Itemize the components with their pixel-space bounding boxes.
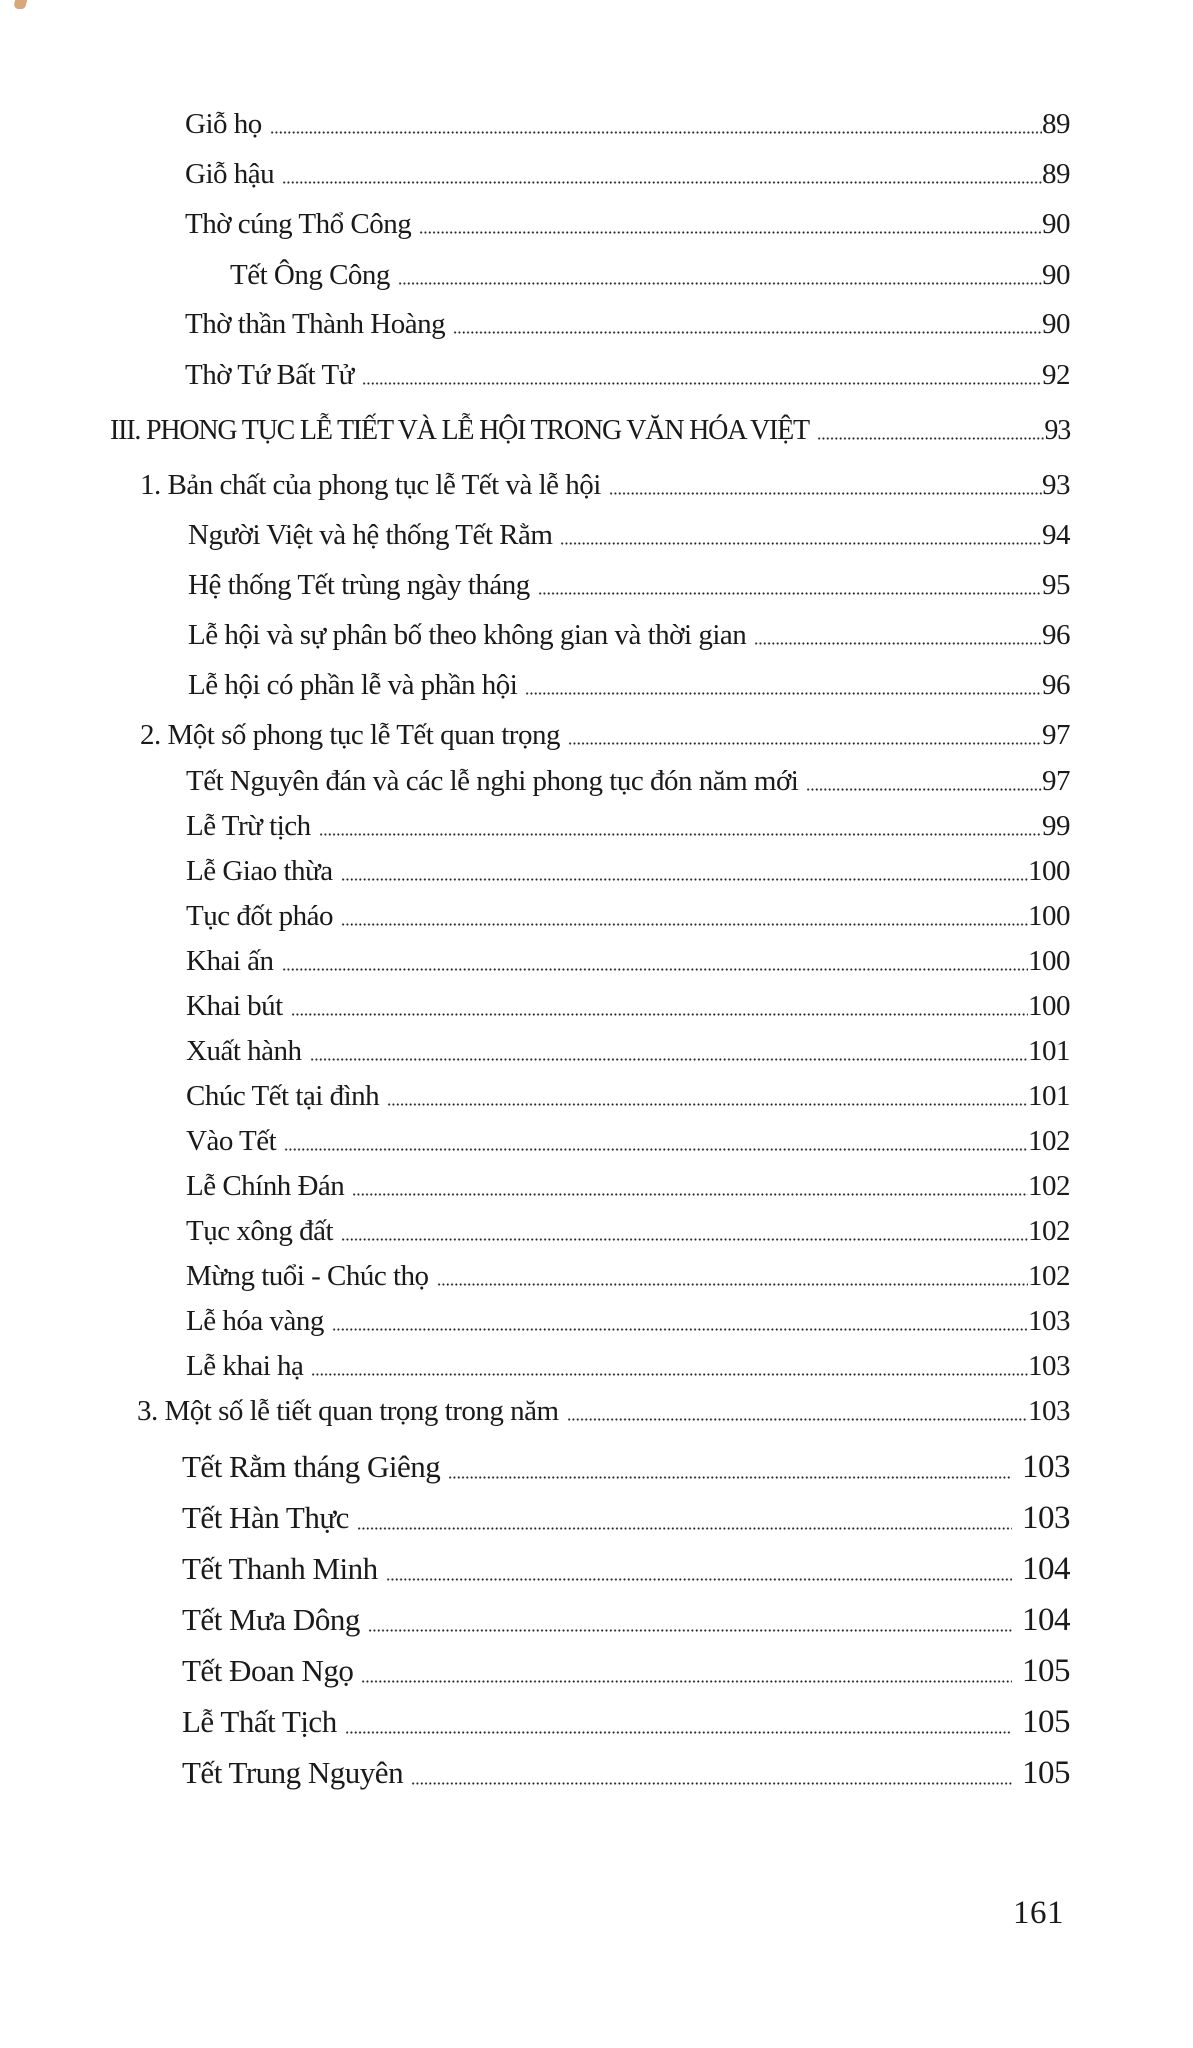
toc-entry-page: 103 bbox=[1022, 1449, 1070, 1485]
dot-leader bbox=[345, 1731, 1012, 1734]
dot-leader bbox=[538, 592, 1042, 595]
toc-entry-page: 100 bbox=[1028, 900, 1070, 932]
toc-entry-page: 102 bbox=[1028, 1125, 1070, 1157]
dot-leader bbox=[311, 1373, 1028, 1376]
toc-entry[interactable] bbox=[185, 208, 1070, 241]
dot-leader bbox=[568, 742, 1042, 745]
toc-entry[interactable] bbox=[185, 158, 1070, 191]
dot-leader bbox=[352, 1193, 1028, 1196]
toc-entry-title: 2. Một số phong tục lễ Tết quan trọng bbox=[140, 719, 560, 751]
toc-entry-page: 105 bbox=[1022, 1755, 1070, 1791]
toc-entry[interactable] bbox=[182, 1449, 1070, 1486]
toc-entry[interactable] bbox=[186, 1215, 1070, 1248]
toc-entry[interactable] bbox=[182, 1551, 1070, 1588]
toc-entry-page: 104 bbox=[1022, 1551, 1070, 1587]
toc-entry-title: Lễ Trừ tịch bbox=[186, 810, 311, 842]
toc-entry[interactable] bbox=[186, 1260, 1070, 1293]
toc-entry-title: Lễ hội và sự phân bố theo không gian và thời gian bbox=[188, 619, 747, 651]
toc-entry-title: Giỗ hậu bbox=[185, 158, 275, 190]
toc-entry[interactable] bbox=[182, 1704, 1070, 1741]
dot-leader bbox=[270, 131, 1042, 134]
toc-entry-page: 105 bbox=[1022, 1704, 1070, 1740]
toc-entry-title: 3. Một số lễ tiết quan trọng trong năm bbox=[137, 1395, 559, 1427]
dot-leader bbox=[361, 1680, 1012, 1683]
dot-leader bbox=[453, 331, 1042, 334]
toc-entry-title: Lễ hội có phần lễ và phần hội bbox=[188, 669, 518, 701]
toc-entry-page: 89 bbox=[1042, 158, 1070, 190]
dot-leader bbox=[319, 833, 1042, 836]
toc-entry-title: Tết Đoan Ngọ bbox=[182, 1653, 354, 1688]
dot-leader bbox=[332, 1328, 1028, 1331]
toc-entry-title: Tết Mưa Dông bbox=[182, 1602, 360, 1637]
toc-entry[interactable] bbox=[182, 1755, 1070, 1792]
dot-leader bbox=[817, 437, 1044, 440]
toc-entry-title: III. PHONG TỤC LỄ TIẾT VÀ LỄ HỘI TRONG VĂN HÓA VIỆT bbox=[110, 415, 809, 446]
toc-entry-page: 102 bbox=[1028, 1170, 1070, 1202]
dot-leader bbox=[806, 788, 1042, 791]
toc-subsection-heading[interactable] bbox=[140, 719, 1070, 752]
toc-entry[interactable] bbox=[186, 855, 1070, 888]
toc-entry-title: Tết Trung Nguyên bbox=[182, 1755, 404, 1790]
toc-entry-page: 100 bbox=[1028, 990, 1070, 1022]
dot-leader bbox=[567, 1418, 1028, 1421]
toc-entry-page: 97 bbox=[1042, 765, 1070, 797]
toc-entry-title: Lễ khai hạ bbox=[186, 1350, 304, 1382]
dot-leader bbox=[368, 1629, 1012, 1632]
toc-entry-page: 89 bbox=[1042, 108, 1070, 140]
toc-entry[interactable] bbox=[188, 519, 1070, 552]
toc-entry-page: 93 bbox=[1042, 469, 1070, 501]
toc-entry-title: Khai bút bbox=[186, 990, 283, 1022]
toc-entry[interactable] bbox=[185, 359, 1070, 392]
toc-entry-title: Lễ hóa vàng bbox=[186, 1305, 324, 1337]
dot-leader bbox=[386, 1578, 1012, 1581]
toc-entry-page: 90 bbox=[1042, 308, 1070, 340]
toc-entry-title: Tết Nguyên đán và các lễ nghi phong tục đón năm mới bbox=[186, 765, 799, 797]
toc-entry[interactable] bbox=[182, 1602, 1070, 1639]
toc-entry-title: Tết Hàn Thực bbox=[182, 1500, 349, 1535]
toc-entry-title: Xuất hành bbox=[186, 1035, 302, 1067]
dot-leader bbox=[419, 231, 1042, 234]
toc-entry-page: 102 bbox=[1028, 1260, 1070, 1292]
dot-leader bbox=[411, 1782, 1012, 1785]
dot-leader bbox=[282, 968, 1029, 971]
dot-leader bbox=[291, 1013, 1028, 1016]
toc-entry-page: 92 bbox=[1042, 359, 1070, 391]
toc-entry-page: 105 bbox=[1022, 1653, 1070, 1689]
toc-entry-page: 100 bbox=[1028, 855, 1070, 887]
toc-entry[interactable] bbox=[186, 945, 1070, 978]
toc-entry-title: Tục xông đất bbox=[186, 1215, 334, 1247]
toc-entry[interactable] bbox=[186, 810, 1070, 843]
dot-leader bbox=[448, 1476, 1012, 1479]
dot-leader bbox=[341, 1238, 1028, 1241]
toc-entry-page: 96 bbox=[1042, 619, 1070, 651]
dot-leader bbox=[525, 692, 1042, 695]
toc-entry[interactable] bbox=[186, 1170, 1070, 1203]
toc-entry-title: Thờ cúng Thổ Công bbox=[185, 208, 412, 240]
toc-subsection-heading[interactable] bbox=[140, 469, 1070, 502]
toc-entry-title: Khai ấn bbox=[186, 945, 274, 977]
toc-entry-title: Vào Tết bbox=[186, 1125, 277, 1157]
toc-entry-title: Lễ Giao thừa bbox=[186, 855, 333, 887]
toc-entry-title: Tết Rằm tháng Giêng bbox=[182, 1449, 441, 1484]
toc-entry-title: Giỗ họ bbox=[185, 108, 262, 140]
toc-entry-page: 103 bbox=[1022, 1500, 1070, 1536]
toc-entry-page: 102 bbox=[1028, 1215, 1070, 1247]
toc-entry-page: 90 bbox=[1042, 208, 1070, 240]
toc-entry-title: Lễ Chính Đán bbox=[186, 1170, 345, 1202]
toc-entry-page: 99 bbox=[1042, 810, 1070, 842]
toc-entry[interactable] bbox=[186, 1035, 1070, 1068]
toc-entry-title: Hệ thống Tết trùng ngày tháng bbox=[188, 569, 530, 601]
toc-entry-title: Thờ Tứ Bất Tử bbox=[185, 359, 354, 391]
toc-entry-title: Tết Ông Công bbox=[230, 259, 390, 291]
dot-leader bbox=[362, 382, 1042, 385]
dot-leader bbox=[560, 542, 1042, 545]
toc-entry-page: 104 bbox=[1022, 1602, 1070, 1638]
toc-subsection-heading[interactable] bbox=[137, 1395, 1070, 1428]
toc-entry[interactable] bbox=[188, 619, 1070, 652]
toc-entry-title: 1. Bản chất của phong tục lễ Tết và lễ hội bbox=[140, 469, 601, 501]
toc-entry-page: 97 bbox=[1042, 719, 1070, 751]
dot-leader bbox=[282, 181, 1042, 184]
toc-entry-page: 95 bbox=[1042, 569, 1070, 601]
dot-leader bbox=[341, 923, 1028, 926]
dot-leader bbox=[754, 642, 1042, 645]
toc-entry-page: 96 bbox=[1042, 669, 1070, 701]
page-number: 161 bbox=[1013, 1895, 1064, 1931]
toc-entry-title: Thờ thần Thành Hoàng bbox=[185, 308, 446, 340]
toc-entry-page: 100 bbox=[1028, 945, 1070, 977]
toc-section-heading[interactable] bbox=[110, 415, 1070, 447]
toc-entry[interactable] bbox=[188, 669, 1070, 702]
toc-entry-title: Lễ Thất Tịch bbox=[182, 1704, 337, 1739]
toc-entry-page: 94 bbox=[1042, 519, 1070, 551]
toc-entry-page: 101 bbox=[1028, 1035, 1070, 1067]
toc-entry[interactable] bbox=[186, 1125, 1070, 1158]
toc-entry-title: Tục đốt pháo bbox=[186, 900, 334, 932]
dot-leader bbox=[284, 1148, 1028, 1151]
dot-leader bbox=[341, 878, 1028, 881]
dot-leader bbox=[398, 282, 1042, 285]
toc-entry-page: 90 bbox=[1042, 259, 1070, 291]
toc-entry-page: 103 bbox=[1028, 1305, 1070, 1337]
dot-leader bbox=[609, 492, 1042, 495]
dot-leader bbox=[357, 1527, 1012, 1530]
toc-entry-page: 93 bbox=[1044, 415, 1070, 446]
toc-entry[interactable] bbox=[230, 259, 1070, 292]
toc-entry[interactable] bbox=[188, 569, 1070, 602]
toc-entry[interactable] bbox=[182, 1500, 1070, 1537]
toc-entry[interactable] bbox=[185, 308, 1070, 341]
toc-entry[interactable] bbox=[186, 990, 1070, 1023]
dot-leader bbox=[310, 1058, 1029, 1061]
toc-entry-title: Tết Thanh Minh bbox=[182, 1551, 378, 1586]
toc-entry[interactable] bbox=[185, 108, 1070, 141]
page-corner-mark bbox=[13, 0, 27, 9]
toc-entry-title: Chúc Tết tại đình bbox=[186, 1080, 380, 1112]
dot-leader bbox=[437, 1283, 1028, 1286]
toc-entry-title: Mừng tuổi - Chúc thọ bbox=[186, 1260, 429, 1292]
toc-entry[interactable] bbox=[186, 1350, 1070, 1383]
toc-entry[interactable] bbox=[186, 1080, 1070, 1113]
toc-entry-page: 101 bbox=[1028, 1080, 1070, 1112]
toc-entry[interactable] bbox=[186, 765, 1070, 798]
toc-entry[interactable] bbox=[186, 1305, 1070, 1338]
toc-entry[interactable] bbox=[182, 1653, 1070, 1690]
toc-entry-title: Người Việt và hệ thống Tết Rằm bbox=[188, 519, 553, 551]
toc-entry[interactable] bbox=[186, 900, 1070, 933]
toc-entry-page: 103 bbox=[1028, 1350, 1070, 1382]
dot-leader bbox=[387, 1103, 1028, 1106]
toc-entry-page: 103 bbox=[1028, 1395, 1070, 1427]
